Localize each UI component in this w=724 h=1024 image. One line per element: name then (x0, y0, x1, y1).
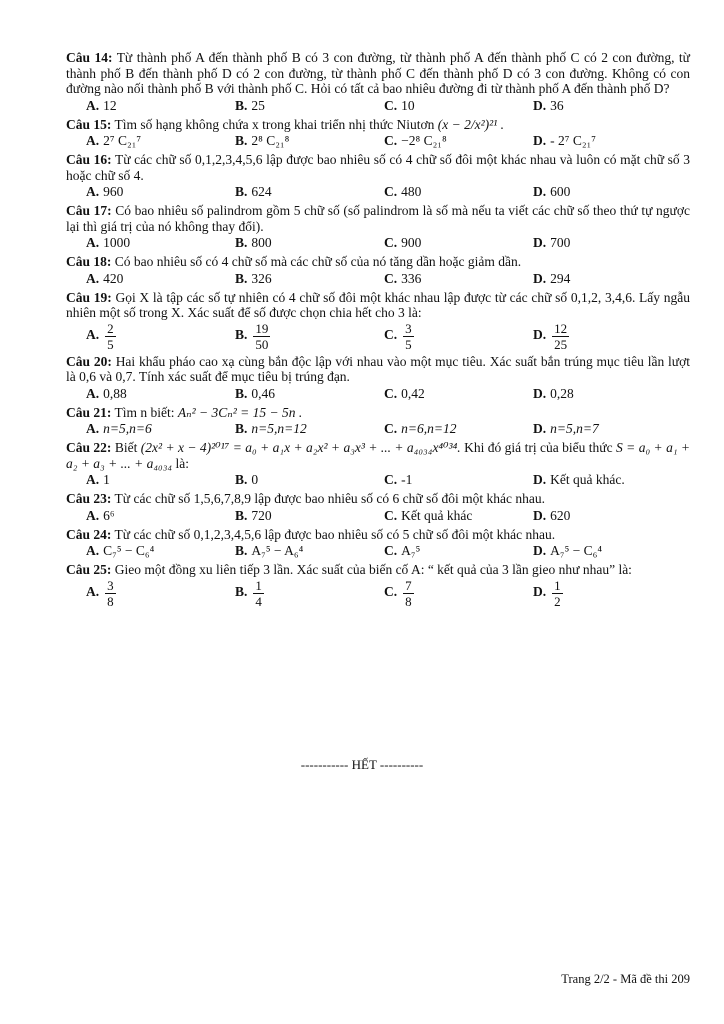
answer-option (235, 471, 384, 489)
answer-option (86, 578, 235, 609)
question-19 (66, 290, 690, 352)
numerator: 19 (255, 320, 269, 336)
question-stem (66, 440, 690, 471)
page-footer: Trang 2/2 - Mã đề thi 209 (561, 972, 690, 986)
option-letter: A. (86, 543, 100, 558)
option-letter: C. (384, 507, 398, 523)
answer-option (384, 420, 533, 438)
numerator: 3 (107, 577, 114, 593)
answer-option (384, 132, 533, 150)
question-15 (66, 117, 690, 151)
option-value: 294 (550, 270, 571, 286)
option-letter: C. (384, 235, 398, 250)
answer-option (384, 321, 533, 352)
denominator: 8 (405, 593, 412, 609)
question-text: Gieo một đồng xu liên tiếp 3 lần. Xác suất của biến cố A: “ kết quả của 3 lần gieo như nhau” là: (114, 562, 632, 577)
question-stem (66, 290, 690, 321)
answer-option (86, 132, 235, 150)
option-letter: D. (533, 543, 547, 558)
answer-options (66, 321, 690, 352)
end-marker: ----------- HẾT ---------- (300, 757, 424, 772)
answer-option (86, 183, 235, 201)
fraction (253, 321, 270, 352)
answer-option (533, 385, 682, 403)
option-value: C₇⁵ − C₆⁴ (103, 543, 155, 558)
question-label: Câu 20: (66, 353, 112, 369)
question-label: Câu 23: (66, 491, 112, 506)
question-stem (66, 405, 690, 421)
numerator: 2 (107, 320, 114, 336)
option-value: 0,42 (401, 385, 425, 401)
numerator: 3 (405, 320, 412, 336)
option-letter: C. (384, 184, 398, 199)
answer-option (533, 420, 682, 438)
answer-option (86, 270, 235, 288)
option-value: - 2⁷ C₂₁⁷ (550, 133, 596, 148)
answer-option (533, 542, 682, 560)
denominator: 5 (107, 336, 114, 352)
question-label: Câu 25: (66, 562, 112, 577)
answer-options (66, 542, 690, 560)
question-label: Câu 14: (66, 50, 113, 65)
answer-option (384, 507, 533, 525)
question-text: Có bao nhiêu số có 4 chữ số mà các chữ số của nó tăng dần hoặc giảm dần. (114, 254, 522, 269)
answer-option (86, 385, 235, 403)
option-letter: D. (533, 385, 547, 401)
option-value: n=5,n=7 (550, 421, 599, 436)
question-stem (66, 527, 690, 543)
question-label: Câu 22: (66, 440, 112, 455)
answer-option (86, 321, 235, 352)
denominator: 50 (255, 336, 269, 352)
question-stem (66, 562, 690, 578)
option-letter: A. (86, 472, 100, 487)
answer-option (235, 578, 384, 609)
option-letter: B. (235, 235, 248, 250)
answer-option (533, 471, 682, 489)
answer-option (384, 97, 533, 115)
option-letter: B. (235, 543, 248, 558)
question-14 (66, 50, 690, 115)
answer-option (235, 234, 384, 252)
answer-option (384, 234, 533, 252)
option-value: Kết quả khác. (550, 472, 625, 487)
option-letter: A. (86, 584, 100, 600)
answer-option (533, 578, 682, 609)
question-18 (66, 254, 690, 288)
question-label: Câu 17: (66, 203, 112, 218)
question-16 (66, 152, 690, 201)
question-label: Câu 19: (66, 289, 112, 305)
option-letter: C. (384, 472, 398, 487)
question-text: Từ thành phố A đến thành phố B có 3 con đường, từ thành phố A đến thành phố C có 2 con đường, từ thành phố B đến thành phố D có 2 con đường, từ thành phố C đến thành phố D có 3 con đường. Không có con đường nào nối thành phố B với thành phố C. Hỏi có tất cả bao nhiêu đường đi từ thành phố A đến thành phố D? (66, 50, 690, 96)
option-value: 336 (401, 270, 422, 286)
answer-option (384, 471, 533, 489)
denominator: 25 (554, 336, 568, 352)
exam-page (66, 50, 690, 611)
option-value: 624 (251, 184, 272, 199)
option-letter: D. (533, 133, 547, 148)
denominator: 5 (405, 336, 412, 352)
option-value: 0 (251, 472, 259, 487)
answer-option (235, 507, 384, 525)
answer-option (384, 385, 533, 403)
option-letter: A. (86, 133, 100, 148)
question-label: Câu 21: (66, 404, 112, 420)
question-17 (66, 203, 690, 252)
option-value: 960 (103, 184, 124, 199)
answer-options (66, 97, 690, 115)
option-letter: B. (235, 421, 248, 436)
option-value: 700 (550, 235, 571, 250)
answer-option (86, 420, 235, 438)
fraction (253, 578, 264, 609)
option-value: −2⁸ C₂₁⁸ (401, 133, 447, 148)
question-text: Khi đó giá trị của biểu thức (464, 440, 613, 455)
answer-option (533, 234, 682, 252)
answer-option (384, 578, 533, 609)
question-stem (66, 152, 690, 183)
question-text: Tìm n biết: (114, 404, 175, 420)
option-value: 10 (401, 97, 415, 113)
answer-option (235, 183, 384, 201)
question-label: Câu 16: (66, 152, 112, 167)
question-text: Hai khẩu pháo cao xạ cùng bắn độc lập với nhau vào một mục tiêu. Xác suất bắn trúng mục tiêu lần lượt là 0,6 và 0,7. Tính xác suất để mục tiêu bị trúng đạn. (66, 353, 690, 384)
answer-option (235, 270, 384, 288)
denominator: 4 (255, 593, 262, 609)
question-25 (66, 562, 690, 609)
numerator: 1 (255, 577, 262, 593)
option-value: 1000 (103, 235, 131, 250)
fraction (552, 578, 563, 609)
question-text: Biết (114, 440, 138, 455)
denominator: 8 (107, 593, 114, 609)
option-letter: B. (235, 133, 248, 148)
answer-options (66, 234, 690, 252)
option-letter: D. (533, 270, 547, 286)
question-stem (66, 203, 690, 234)
answer-option (235, 132, 384, 150)
option-letter: C. (384, 421, 398, 436)
option-letter: B. (235, 327, 248, 343)
answer-option (533, 132, 682, 150)
question-text: là: (175, 455, 189, 471)
question-text: Từ các chữ số 0,1,2,3,4,5,6 lập được bao nhiêu số có 4 chữ số đôi một khác nhau và luôn có mặt chữ số 3 hoặc chữ số 4. (66, 152, 690, 183)
answer-option (235, 97, 384, 115)
option-letter: C. (384, 584, 398, 600)
option-letter: D. (533, 584, 547, 600)
fraction (552, 321, 569, 352)
option-letter: B. (235, 584, 248, 600)
option-value: A₇⁵ − A₆⁴ (251, 543, 304, 558)
question-23 (66, 491, 690, 525)
question-21 (66, 405, 690, 439)
answer-option (384, 183, 533, 201)
answer-option (533, 321, 682, 352)
question-text: Gọi X là tập các số tự nhiên có 4 chữ số đôi một khác nhau lập được từ các chữ số 0,1,2, 3,4,6. Lấy ngẫu nhiên một số trong X. Xác suất để số được chọn chia hết cho 3 là: (66, 289, 690, 320)
option-value: n=5,n=6 (103, 421, 152, 436)
question-24 (66, 527, 690, 561)
option-value: 2⁷ C₂₁⁷ (103, 133, 142, 148)
answer-options (66, 183, 690, 201)
question-stem (66, 254, 690, 270)
answer-option (533, 183, 682, 201)
answer-option (533, 97, 682, 115)
answer-option (533, 270, 682, 288)
answer-option (86, 471, 235, 489)
option-letter: A. (86, 385, 100, 401)
option-value: n=5,n=12 (251, 421, 307, 436)
option-letter: C. (384, 543, 398, 558)
option-value: 420 (103, 270, 124, 286)
option-value: 2⁸ C₂₁⁸ (251, 133, 290, 148)
option-value: 12 (103, 97, 117, 113)
question-stem (66, 491, 690, 507)
math-expression: (2x² + x − 4)²⁰¹⁷ = a₀ + a₁x + a₂x² + a₃x³ + ... + a₄₀₃₄x⁴⁰³⁴. (140, 440, 461, 455)
option-letter: A. (86, 184, 100, 199)
question-20 (66, 354, 690, 403)
answer-options (66, 471, 690, 489)
option-value: 900 (401, 235, 422, 250)
option-letter: B. (235, 97, 248, 113)
option-letter: C. (384, 270, 398, 286)
option-letter: B. (235, 385, 248, 401)
option-value: 1 (103, 472, 110, 487)
answer-option (86, 542, 235, 560)
option-letter: C. (384, 327, 398, 343)
option-value: 0,28 (550, 385, 574, 401)
option-value: 36 (550, 97, 564, 113)
answer-option (235, 542, 384, 560)
fraction (105, 321, 116, 352)
question-22 (66, 440, 690, 489)
answer-options (66, 420, 690, 438)
answer-option (86, 97, 235, 115)
option-value: 600 (550, 184, 571, 199)
fraction (403, 321, 414, 352)
answer-option (384, 270, 533, 288)
answer-option (86, 234, 235, 252)
option-value: 25 (251, 97, 265, 113)
answer-options (66, 578, 690, 609)
answer-options (66, 270, 690, 288)
option-letter: D. (533, 235, 547, 250)
answer-option (86, 507, 235, 525)
numerator: 1 (554, 577, 561, 593)
option-letter: C. (384, 385, 398, 401)
option-letter: A. (86, 421, 100, 436)
answer-options (66, 385, 690, 403)
option-value: 0,88 (103, 385, 127, 401)
question-text: Có bao nhiêu số palindrom gồm 5 chữ số (số palindrom là số mà nếu ta viết các chữ số theo thứ tự ngược lại thì giá trị của nó không thay đổi). (66, 203, 690, 234)
option-letter: D. (533, 472, 547, 487)
answer-option (235, 420, 384, 438)
option-letter: B. (235, 507, 248, 523)
option-letter: D. (533, 97, 547, 113)
option-value: A₇⁵ (401, 543, 421, 558)
option-letter: A. (86, 507, 100, 523)
option-value: -1 (401, 472, 413, 487)
question-text: Từ các chữ số 1,5,6,7,8,9 lập được bao nhiêu số có 6 chữ số đôi một khác nhau. (114, 491, 545, 506)
option-letter: A. (86, 235, 100, 250)
numerator: 7 (405, 577, 412, 593)
answer-option (384, 542, 533, 560)
question-label: Câu 15: (66, 116, 112, 132)
math-expression: Aₙ² − 3Cₙ² = 15 − 5n . (177, 404, 303, 420)
answer-options (66, 132, 690, 150)
option-letter: B. (235, 472, 248, 487)
answer-option (235, 385, 384, 403)
option-letter: D. (533, 421, 547, 436)
numerator: 12 (554, 320, 568, 336)
question-stem (66, 50, 690, 97)
question-label: Câu 18: (66, 254, 112, 269)
option-letter: D. (533, 327, 547, 343)
option-letter: D. (533, 507, 547, 523)
fraction (403, 578, 414, 609)
option-value: A₇⁵ − C₆⁴ (550, 543, 603, 558)
option-value: 800 (251, 235, 272, 250)
option-value: Kết quả khác (401, 507, 473, 523)
denominator: 2 (554, 593, 561, 609)
option-value: 6⁶ (103, 507, 115, 523)
option-letter: C. (384, 97, 398, 113)
option-value: 620 (550, 507, 571, 523)
question-stem (66, 117, 690, 133)
answer-option (533, 507, 682, 525)
option-letter: C. (384, 133, 398, 148)
question-stem (66, 354, 690, 385)
math-expression: S = a₀ + a₁ + a₂ + a₃ + ... + a₄₀₃₄ (66, 440, 691, 471)
option-letter: A. (86, 97, 100, 113)
answer-option (235, 321, 384, 352)
math-expression: (x − 2/x²)²¹ . (437, 116, 504, 132)
option-value: 480 (401, 184, 422, 199)
question-label: Câu 24: (66, 526, 112, 542)
option-value: 720 (251, 507, 272, 523)
option-value: n=6,n=12 (401, 421, 457, 436)
option-letter: B. (235, 270, 248, 286)
option-letter: A. (86, 327, 100, 343)
option-value: 326 (251, 270, 272, 286)
question-text: Từ các chữ số 0,1,2,3,4,5,6 lập được bao nhiêu số có 5 chữ số đôi một khác nhau. (114, 526, 556, 542)
fraction (105, 578, 116, 609)
option-letter: B. (235, 184, 248, 199)
option-value: 0,46 (251, 385, 276, 401)
option-letter: D. (533, 184, 547, 199)
answer-options (66, 507, 690, 525)
option-letter: A. (86, 270, 100, 286)
question-text: Tìm số hạng không chứa x trong khai triển nhị thức Niutơn (114, 116, 435, 132)
